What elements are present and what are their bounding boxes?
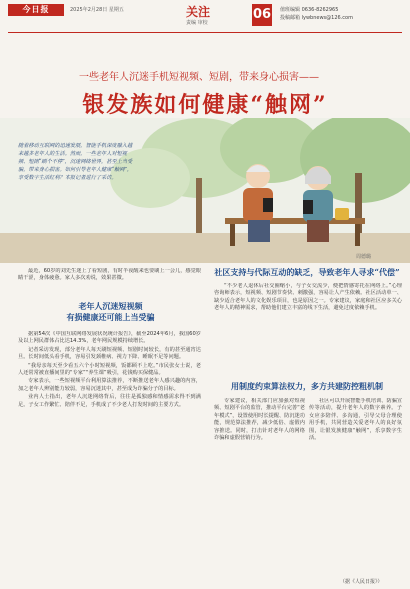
article-subtitle: 一些老年人沉迷手机短视频、短剧，带来身心损害——: [79, 72, 319, 83]
article-illustration: [0, 118, 410, 263]
section-title: 关注: [186, 5, 211, 19]
editor-phone: 值班编辑 0636-8262965: [280, 7, 339, 13]
body-paragraph: 据第54次《中国互联网络发展状况统计报告》，截至2024年6月，我国60岁及以上网民群体占比达14.3%，老年网民规模持续增长。: [18, 331, 201, 345]
body-paragraph: “不少老人退休后社交圈缩小，与子女交流少，便把情感寄托在网络上。”心理咨询师表示，短视频、短剧节奏快、刺激强，容易让人产生依赖。社区活动单一、缺少适合老年人的文化娱乐项目，也是原因之一。专家建议，家庭和社区应多关心老年人的精神需求，帮助他们建立丰富的线下生活，避免过度依赖手机。: [214, 283, 402, 312]
article-title: 银发族如何健康“触网”: [82, 92, 328, 118]
masthead-logo: 今日报: [8, 4, 64, 16]
editor-email: 投稿邮箱 lywbnews@126.com: [280, 15, 353, 21]
subheading-1-line1: 老年人沉迷短视频: [78, 301, 143, 311]
header-divider: [8, 32, 402, 33]
body-paragraph: “我母亲每天至少看五六个小时短视频，饭都顾不上吃。”市民张女士说，老人还常常被直播间里的“专家”“养生课”吸引，花钱购买保健品。: [18, 362, 201, 377]
body-paragraph: 业内人士指出，老年人沉迷网络背后，往往是孤独感和情感需求得不到满足。子女工作繁忙、陪伴不足，手机成了不少老人打发时间的主要方式。: [18, 394, 201, 408]
body-paragraph: 专家建议，相关部门应加强对短视频、短剧平台的监管，推动平台完善“老年模式”，设置使用时长提醒、防沉迷功能，规范算法推荐，减少低俗、虚假内容推送。同时，打击针对老年人的网络诈骗和虚假营销行为。: [214, 398, 305, 442]
lead-paragraph: 随着移动互联网的迅速发展，智能手机深度融入越来越多老年人的生活。然而，一些老年人对短视频、短剧“刷个不停”，沉迷网络世界，甚至上当受骗，带来身心损害。如何引导老年人健康“触网”，享受数字生活红利？本报记者进行了采访。: [18, 143, 133, 181]
illustration-credit: 周德璐: [356, 254, 372, 260]
subheading-1-line2: 有损健康还可能上当受骗: [66, 312, 155, 322]
body-paragraph: 记者采访发现，部分老年人每天刷短视频、短剧时间较长，有的甚至通宵达旦。长时间低头看手机，容易引发颈椎病、视力下降、睡眠不足等问题。: [18, 346, 201, 361]
body-paragraph: 专家表示，一些短视频平台利用算法推荐，不断推送老年人感兴趣的内容，加之老年人辨别能力较弱，容易沉迷其中，甚至成为诈骗分子的目标。: [18, 378, 201, 392]
issue-date: 2025年2月28日 星期五: [70, 7, 124, 13]
section-3-body-left: [214, 398, 305, 576]
article-byline: （据《人民日报》）: [340, 579, 383, 585]
page-number: 06: [252, 4, 272, 26]
section-editors: 责编 审校: [186, 20, 208, 26]
subheading-3: 用制度约束算法权力，多方共建防控粗机制: [231, 381, 383, 391]
intro-column: [18, 268, 201, 296]
editor-contact: [280, 6, 353, 22]
intro-paragraph: 最近，60岁的刘先生迷上了看短剧，有时半夜醒来也要刷上一会儿，感觉眼睛干涩，身体疲惫。家人多次劝说，效果甚微。: [18, 268, 201, 282]
section-2-body: [214, 283, 402, 371]
section-1-body: [18, 331, 201, 585]
subheading-2: 社区支持与代际互动的缺乏，导致老年人寻求“代偿”: [214, 267, 400, 277]
body-paragraph: 社区可以开展智能手机培训、防骗宣传等活动，提升老年人的数字素养。子女应多陪伴、多沟通，引导父母合理使用手机，共同营造关爱老年人的良好氛围，让银发族健康“触网”，乐享数字生活。: [309, 398, 402, 442]
subheading-1: [38, 301, 183, 323]
section-3-body-right: [309, 398, 402, 576]
